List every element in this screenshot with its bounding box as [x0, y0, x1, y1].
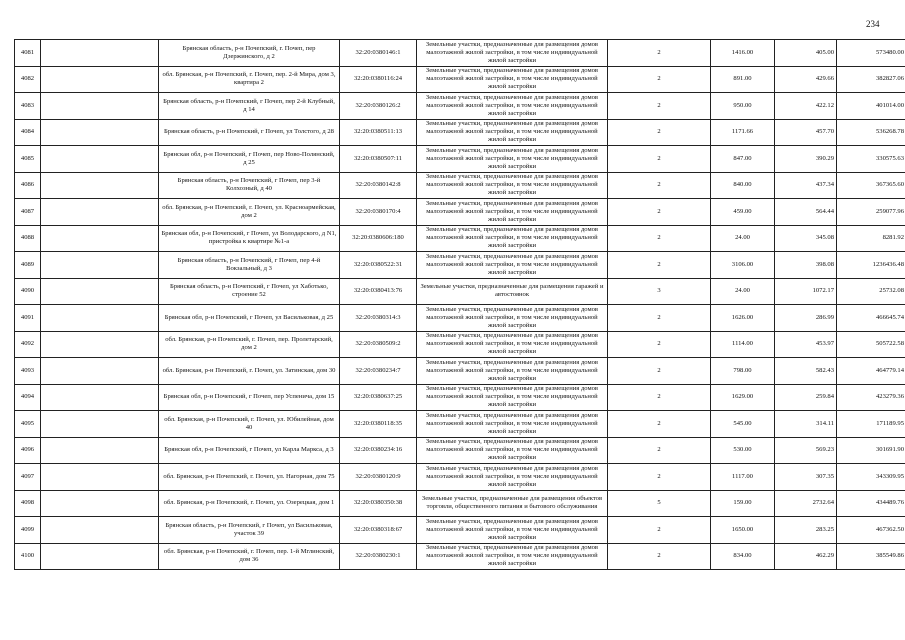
empty-cell — [41, 66, 159, 93]
specific-value-cell: 314.11 — [775, 411, 837, 438]
specific-value-cell: 453.97 — [775, 331, 837, 358]
cadastral-number-cell: 32:20:0380606:180 — [340, 225, 417, 252]
table-row — [15, 305, 905, 332]
row-number-cell: 4090 — [15, 278, 41, 305]
table-row — [15, 437, 905, 464]
address-cell: Брянская область, р-н Почепский, г Почеп, ул Хаботько, строение 52 — [159, 278, 340, 305]
land-use-cell: Земельные участки, предназначенные для размещения гаражей и автостоянок — [417, 278, 608, 305]
specific-value-cell: 1072.17 — [775, 278, 837, 305]
cadastral-number-cell: 32:20:0380350:38 — [340, 490, 417, 517]
empty-cell — [41, 225, 159, 252]
specific-value-cell: 283.25 — [775, 517, 837, 544]
address-cell: Брянская область, р-н Почепский, г Почеп, пер 2-й Клубный, д 14 — [159, 93, 340, 120]
cadastral-number-cell: 32:20:0380116:24 — [340, 66, 417, 93]
cadastral-number-cell: 32:20:0380318:67 — [340, 517, 417, 544]
table-row — [15, 331, 905, 358]
cadastral-number-cell: 32:20:0380234:16 — [340, 437, 417, 464]
address-cell: Брянская обл, р-н Почепский, г Почеп, ул Карла Маркса, д 3 — [159, 437, 340, 464]
empty-cell — [41, 252, 159, 279]
address-cell: Брянская обл, р-н Почепский, г Почеп, пер Успенича, дом 15 — [159, 384, 340, 411]
empty-cell — [41, 119, 159, 146]
area-cell: 545.00 — [711, 411, 775, 438]
table-row — [15, 119, 905, 146]
table-row — [15, 358, 905, 385]
cadastral-number-cell: 32:20:0380507:11 — [340, 146, 417, 173]
address-cell: обл. Брянская, р-н Почепский, г. Почеп, пер. 1-й Мглинский, дом 36 — [159, 543, 340, 570]
empty-cell — [41, 331, 159, 358]
specific-value-cell: 437.34 — [775, 172, 837, 199]
area-cell: 3106.00 — [711, 252, 775, 279]
empty-cell — [41, 358, 159, 385]
area-cell: 950.00 — [711, 93, 775, 120]
row-number-cell: 4093 — [15, 358, 41, 385]
cadastral-value-cell: 367365.60 — [837, 172, 905, 199]
specific-value-cell: 2732.64 — [775, 490, 837, 517]
cadastral-number-cell: 32:20:0380146:1 — [340, 40, 417, 67]
category-cell: 2 — [608, 517, 711, 544]
address-cell: Брянская область, р-н Почепский, г Почеп, ул Толстого, д 28 — [159, 119, 340, 146]
category-cell: 2 — [608, 464, 711, 491]
table-row — [15, 146, 905, 173]
table-row — [15, 93, 905, 120]
area-cell: 840.00 — [711, 172, 775, 199]
row-number-cell: 4082 — [15, 66, 41, 93]
cadastral-value-cell: 385549.86 — [837, 543, 905, 570]
address-cell: обл. Брянская, р-н Почепский, г. Почеп, пер. Пролетарский, дом 2 — [159, 331, 340, 358]
specific-value-cell: 582.43 — [775, 358, 837, 385]
category-cell: 2 — [608, 331, 711, 358]
empty-cell — [41, 93, 159, 120]
row-number-cell: 4084 — [15, 119, 41, 146]
cadastral-number-cell: 32:20:0380126:2 — [340, 93, 417, 120]
row-number-cell: 4100 — [15, 543, 41, 570]
empty-cell — [41, 543, 159, 570]
area-cell: 1626.00 — [711, 305, 775, 332]
table-row — [15, 225, 905, 252]
specific-value-cell: 569.23 — [775, 437, 837, 464]
cadastral-value-cell: 464779.14 — [837, 358, 905, 385]
cadastral-number-cell: 32:20:0380413:76 — [340, 278, 417, 305]
specific-value-cell: 422.12 — [775, 93, 837, 120]
area-cell: 24.00 — [711, 278, 775, 305]
table-body — [15, 40, 905, 570]
empty-cell — [41, 490, 159, 517]
cadastral-value-cell: 401014.00 — [837, 93, 905, 120]
land-use-cell: Земельные участки, предназначенные для размещения домов малоэтажной жилой застройки, в том числе индивидуальной жилой застройки — [417, 411, 608, 438]
table-row — [15, 384, 905, 411]
cadastral-number-cell: 32:20:0380170:4 — [340, 199, 417, 226]
cadastral-value-table — [14, 39, 905, 570]
address-cell: Брянская область, р-н Почепский, г Почеп, пер 3-й Колхозный, д 40 — [159, 172, 340, 199]
table-row — [15, 278, 905, 305]
cadastral-number-cell: 32:20:0380142:8 — [340, 172, 417, 199]
cadastral-number-cell: 32:20:0380230:1 — [340, 543, 417, 570]
cadastral-number-cell: 32:20:0380522:31 — [340, 252, 417, 279]
table-row — [15, 172, 905, 199]
cadastral-value-cell: 1236436.48 — [837, 252, 905, 279]
area-cell: 1650.00 — [711, 517, 775, 544]
empty-cell — [41, 517, 159, 544]
area-cell: 891.00 — [711, 66, 775, 93]
area-cell: 1629.00 — [711, 384, 775, 411]
specific-value-cell: 429.66 — [775, 66, 837, 93]
area-cell: 798.00 — [711, 358, 775, 385]
cadastral-number-cell: 32:20:0380314:3 — [340, 305, 417, 332]
category-cell: 2 — [608, 543, 711, 570]
empty-cell — [41, 464, 159, 491]
area-cell: 834.00 — [711, 543, 775, 570]
land-use-cell: Земельные участки, предназначенные для размещения домов малоэтажной жилой застройки, в том числе индивидуальной жилой застройки — [417, 119, 608, 146]
row-number-cell: 4086 — [15, 172, 41, 199]
row-number-cell: 4098 — [15, 490, 41, 517]
address-cell: обл. Брянская, р-н Почепский, г. Почеп, ул. Юбилейная, дом 40 — [159, 411, 340, 438]
land-use-cell: Земельные участки, предназначенные для размещения домов малоэтажной жилой застройки, в том числе индивидуальной жилой застройки — [417, 225, 608, 252]
area-cell: 1117.00 — [711, 464, 775, 491]
area-cell: 530.00 — [711, 437, 775, 464]
cadastral-value-cell: 25732.08 — [837, 278, 905, 305]
cadastral-value-cell: 423279.36 — [837, 384, 905, 411]
address-cell: обл. Брянская, р-н Почепский, г. Почеп, ул. Затинская, дом 30 — [159, 358, 340, 385]
specific-value-cell: 345.08 — [775, 225, 837, 252]
specific-value-cell: 462.29 — [775, 543, 837, 570]
land-use-cell: Земельные участки, предназначенные для размещения домов малоэтажной жилой застройки, в том числе индивидуальной жилой застройки — [417, 172, 608, 199]
cadastral-value-cell: 8281.92 — [837, 225, 905, 252]
land-use-cell: Земельные участки, предназначенные для размещения домов малоэтажной жилой застройки, в том числе индивидуальной жилой застройки — [417, 252, 608, 279]
empty-cell — [41, 384, 159, 411]
address-cell: Брянская обл, р-н Почепский, г Почеп, пер Ново-Полянский, д 25 — [159, 146, 340, 173]
area-cell: 459.00 — [711, 199, 775, 226]
address-cell: обл. Брянская, р-н Почепский, г. Почеп, пер. 2-й Мира, дом 3, квартира 2 — [159, 66, 340, 93]
row-number-cell: 4094 — [15, 384, 41, 411]
specific-value-cell: 390.29 — [775, 146, 837, 173]
land-use-cell: Земельные участки, предназначенные для размещения домов малоэтажной жилой застройки, в том числе индивидуальной жилой застройки — [417, 358, 608, 385]
category-cell: 3 — [608, 278, 711, 305]
cadastral-value-cell: 467362.50 — [837, 517, 905, 544]
category-cell: 2 — [608, 93, 711, 120]
category-cell: 2 — [608, 252, 711, 279]
cadastral-value-cell: 171189.95 — [837, 411, 905, 438]
cadastral-number-cell: 32:20:0380637:25 — [340, 384, 417, 411]
address-cell: обл. Брянская, р-н Почепский, г. Почеп, ул. Озерецкая, дом 1 — [159, 490, 340, 517]
empty-cell — [41, 278, 159, 305]
row-number-cell: 4099 — [15, 517, 41, 544]
specific-value-cell: 286.99 — [775, 305, 837, 332]
table-row — [15, 464, 905, 491]
area-cell: 1416.00 — [711, 40, 775, 67]
row-number-cell: 4089 — [15, 252, 41, 279]
category-cell: 2 — [608, 225, 711, 252]
land-use-cell: Земельные участки, предназначенные для размещения домов малоэтажной жилой застройки, в том числе индивидуальной жилой застройки — [417, 40, 608, 67]
category-cell: 5 — [608, 490, 711, 517]
area-cell: 1171.66 — [711, 119, 775, 146]
land-use-cell: Земельные участки, предназначенные для размещения домов малоэтажной жилой застройки, в том числе индивидуальной жилой застройки — [417, 543, 608, 570]
address-cell: Брянская обл, р-н Почепский, г Почеп, ул Васильковая, д 25 — [159, 305, 340, 332]
cadastral-number-cell: 32:20:0380509:2 — [340, 331, 417, 358]
area-cell: 847.00 — [711, 146, 775, 173]
category-cell: 2 — [608, 305, 711, 332]
cadastral-value-cell: 259077.96 — [837, 199, 905, 226]
cadastral-value-cell: 505722.58 — [837, 331, 905, 358]
category-cell: 2 — [608, 40, 711, 67]
address-cell: Брянская область, р-н Почепский, г. Почеп, пер Дзержинского, д 2 — [159, 40, 340, 67]
table-row — [15, 490, 905, 517]
area-cell: 1114.00 — [711, 331, 775, 358]
cadastral-number-cell: 32:20:0380118:35 — [340, 411, 417, 438]
cadastral-number-cell: 32:20:0380511:13 — [340, 119, 417, 146]
row-number-cell: 4083 — [15, 93, 41, 120]
category-cell: 2 — [608, 66, 711, 93]
land-use-cell: Земельные участки, предназначенные для размещения домов малоэтажной жилой застройки, в том числе индивидуальной жилой застройки — [417, 464, 608, 491]
land-use-cell: Земельные участки, предназначенные для размещения домов малоэтажной жилой застройки, в том числе индивидуальной жилой застройки — [417, 199, 608, 226]
table-row — [15, 199, 905, 226]
area-cell: 24.00 — [711, 225, 775, 252]
empty-cell — [41, 146, 159, 173]
cadastral-value-cell: 382827.06 — [837, 66, 905, 93]
category-cell: 2 — [608, 411, 711, 438]
land-use-cell: Земельные участки, предназначенные для размещения домов малоэтажной жилой застройки, в том числе индивидуальной жилой застройки — [417, 93, 608, 120]
empty-cell — [41, 199, 159, 226]
row-number-cell: 4087 — [15, 199, 41, 226]
cadastral-number-cell: 32:20:0380234:7 — [340, 358, 417, 385]
specific-value-cell: 405.00 — [775, 40, 837, 67]
category-cell: 2 — [608, 437, 711, 464]
page-number: 234 — [866, 19, 880, 29]
specific-value-cell: 259.84 — [775, 384, 837, 411]
category-cell: 2 — [608, 384, 711, 411]
empty-cell — [41, 172, 159, 199]
row-number-cell: 4081 — [15, 40, 41, 67]
empty-cell — [41, 40, 159, 67]
cadastral-number-cell: 32:20:0380120:9 — [340, 464, 417, 491]
address-cell: обл. Брянская, р-н Почепский, г. Почеп, ул. Нагорная, дом 75 — [159, 464, 340, 491]
row-number-cell: 4085 — [15, 146, 41, 173]
category-cell: 2 — [608, 172, 711, 199]
row-number-cell: 4096 — [15, 437, 41, 464]
category-cell: 2 — [608, 358, 711, 385]
specific-value-cell: 564.44 — [775, 199, 837, 226]
row-number-cell: 4092 — [15, 331, 41, 358]
empty-cell — [41, 305, 159, 332]
cadastral-value-cell: 536268.78 — [837, 119, 905, 146]
specific-value-cell: 398.08 — [775, 252, 837, 279]
land-use-cell: Земельные участки, предназначенные для размещения домов малоэтажной жилой застройки, в том числе индивидуальной жилой застройки — [417, 437, 608, 464]
category-cell: 2 — [608, 146, 711, 173]
row-number-cell: 4091 — [15, 305, 41, 332]
specific-value-cell: 457.70 — [775, 119, 837, 146]
table-row — [15, 252, 905, 279]
land-use-cell: Земельные участки, предназначенные для размещения домов малоэтажной жилой застройки, в том числе индивидуальной жилой застройки — [417, 305, 608, 332]
empty-cell — [41, 437, 159, 464]
row-number-cell: 4095 — [15, 411, 41, 438]
land-use-cell: Земельные участки, предназначенные для размещения домов малоэтажной жилой застройки, в том числе индивидуальной жилой застройки — [417, 517, 608, 544]
address-cell: Брянская область, р-н Почепский, г Почеп, ул Васильковая, участок 39 — [159, 517, 340, 544]
land-use-cell: Земельные участки, предназначенные для размещения домов малоэтажной жилой застройки, в том числе индивидуальной жилой застройки — [417, 146, 608, 173]
table-row — [15, 66, 905, 93]
cadastral-value-cell: 434489.76 — [837, 490, 905, 517]
table-row — [15, 40, 905, 67]
area-cell: 159.00 — [711, 490, 775, 517]
category-cell: 2 — [608, 199, 711, 226]
row-number-cell: 4097 — [15, 464, 41, 491]
cadastral-value-cell: 330575.63 — [837, 146, 905, 173]
cadastral-value-cell: 301691.90 — [837, 437, 905, 464]
table-row — [15, 411, 905, 438]
cadastral-value-cell: 573480.00 — [837, 40, 905, 67]
empty-cell — [41, 411, 159, 438]
cadastral-value-cell: 466645.74 — [837, 305, 905, 332]
category-cell: 2 — [608, 119, 711, 146]
address-cell: обл. Брянская, р-н Почепский, г. Почеп, ул. Красноармейская, дом 2 — [159, 199, 340, 226]
cadastral-value-cell: 343309.95 — [837, 464, 905, 491]
land-use-cell: Земельные участки, предназначенные для размещения объектов торговли, общественного питания и бытового обслуживания — [417, 490, 608, 517]
land-use-cell: Земельные участки, предназначенные для размещения домов малоэтажной жилой застройки, в том числе индивидуальной жилой застройки — [417, 331, 608, 358]
address-cell: Брянская обл, р-н Почепский, г Почеп, ул Володарского, д N1, пристройка к квартире №1-а — [159, 225, 340, 252]
table-row — [15, 543, 905, 570]
land-use-cell: Земельные участки, предназначенные для размещения домов малоэтажной жилой застройки, в том числе индивидуальной жилой застройки — [417, 384, 608, 411]
specific-value-cell: 307.35 — [775, 464, 837, 491]
land-use-cell: Земельные участки, предназначенные для размещения домов малоэтажной жилой застройки, в том числе индивидуальной жилой застройки — [417, 66, 608, 93]
row-number-cell: 4088 — [15, 225, 41, 252]
address-cell: Брянская область, р-н Почепский, г Почеп, пер 4-й Вокзальный, д 3 — [159, 252, 340, 279]
table-row — [15, 517, 905, 544]
